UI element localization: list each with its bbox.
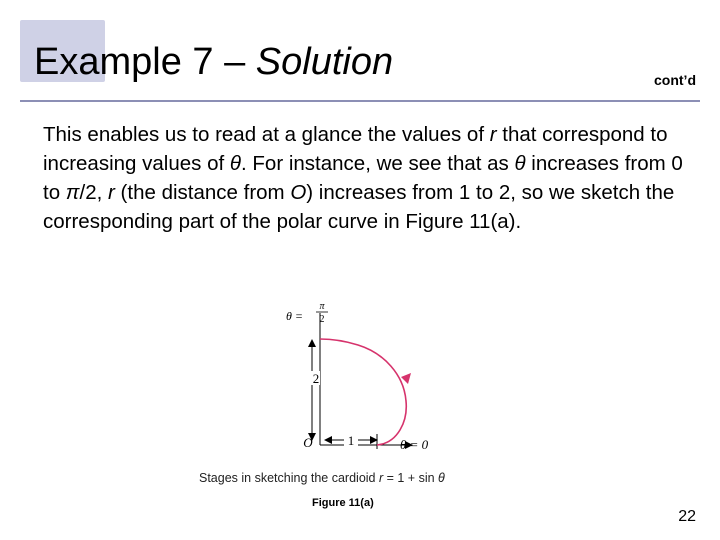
label-theta-top: θ =: [286, 309, 303, 323]
label-theta-zero: θ = 0: [400, 437, 429, 452]
title-divider: [20, 100, 700, 102]
continued-label: cont’d: [654, 72, 696, 88]
figure-caption: Stages in sketching the cardioid r = 1 + sin θ: [199, 471, 445, 485]
figure-label: Figure 11(a): [312, 497, 374, 509]
label-two-denominator: 2: [319, 314, 325, 325]
slide-title: Example 7 – Solution: [34, 41, 394, 83]
page-number: 22: [678, 508, 696, 525]
label-2: 2: [312, 371, 320, 386]
cardioid-sketch-figure: [280, 293, 448, 456]
label-origin: O: [303, 435, 313, 450]
label-pi: π: [319, 301, 325, 312]
cardioid-curve: [320, 339, 406, 445]
curve-direction-arrow: [401, 373, 411, 384]
label-1: 1: [347, 433, 355, 448]
body-paragraph: This enables us to read at a glance the values of r that correspond to increasing values of θ. For instance, we see that as θ increases from 0 to π/2, r (the distance from O) increases from 1 to 2, so we sketch the corresponding part of the polar curve in Figure 11(a).: [43, 123, 683, 233]
